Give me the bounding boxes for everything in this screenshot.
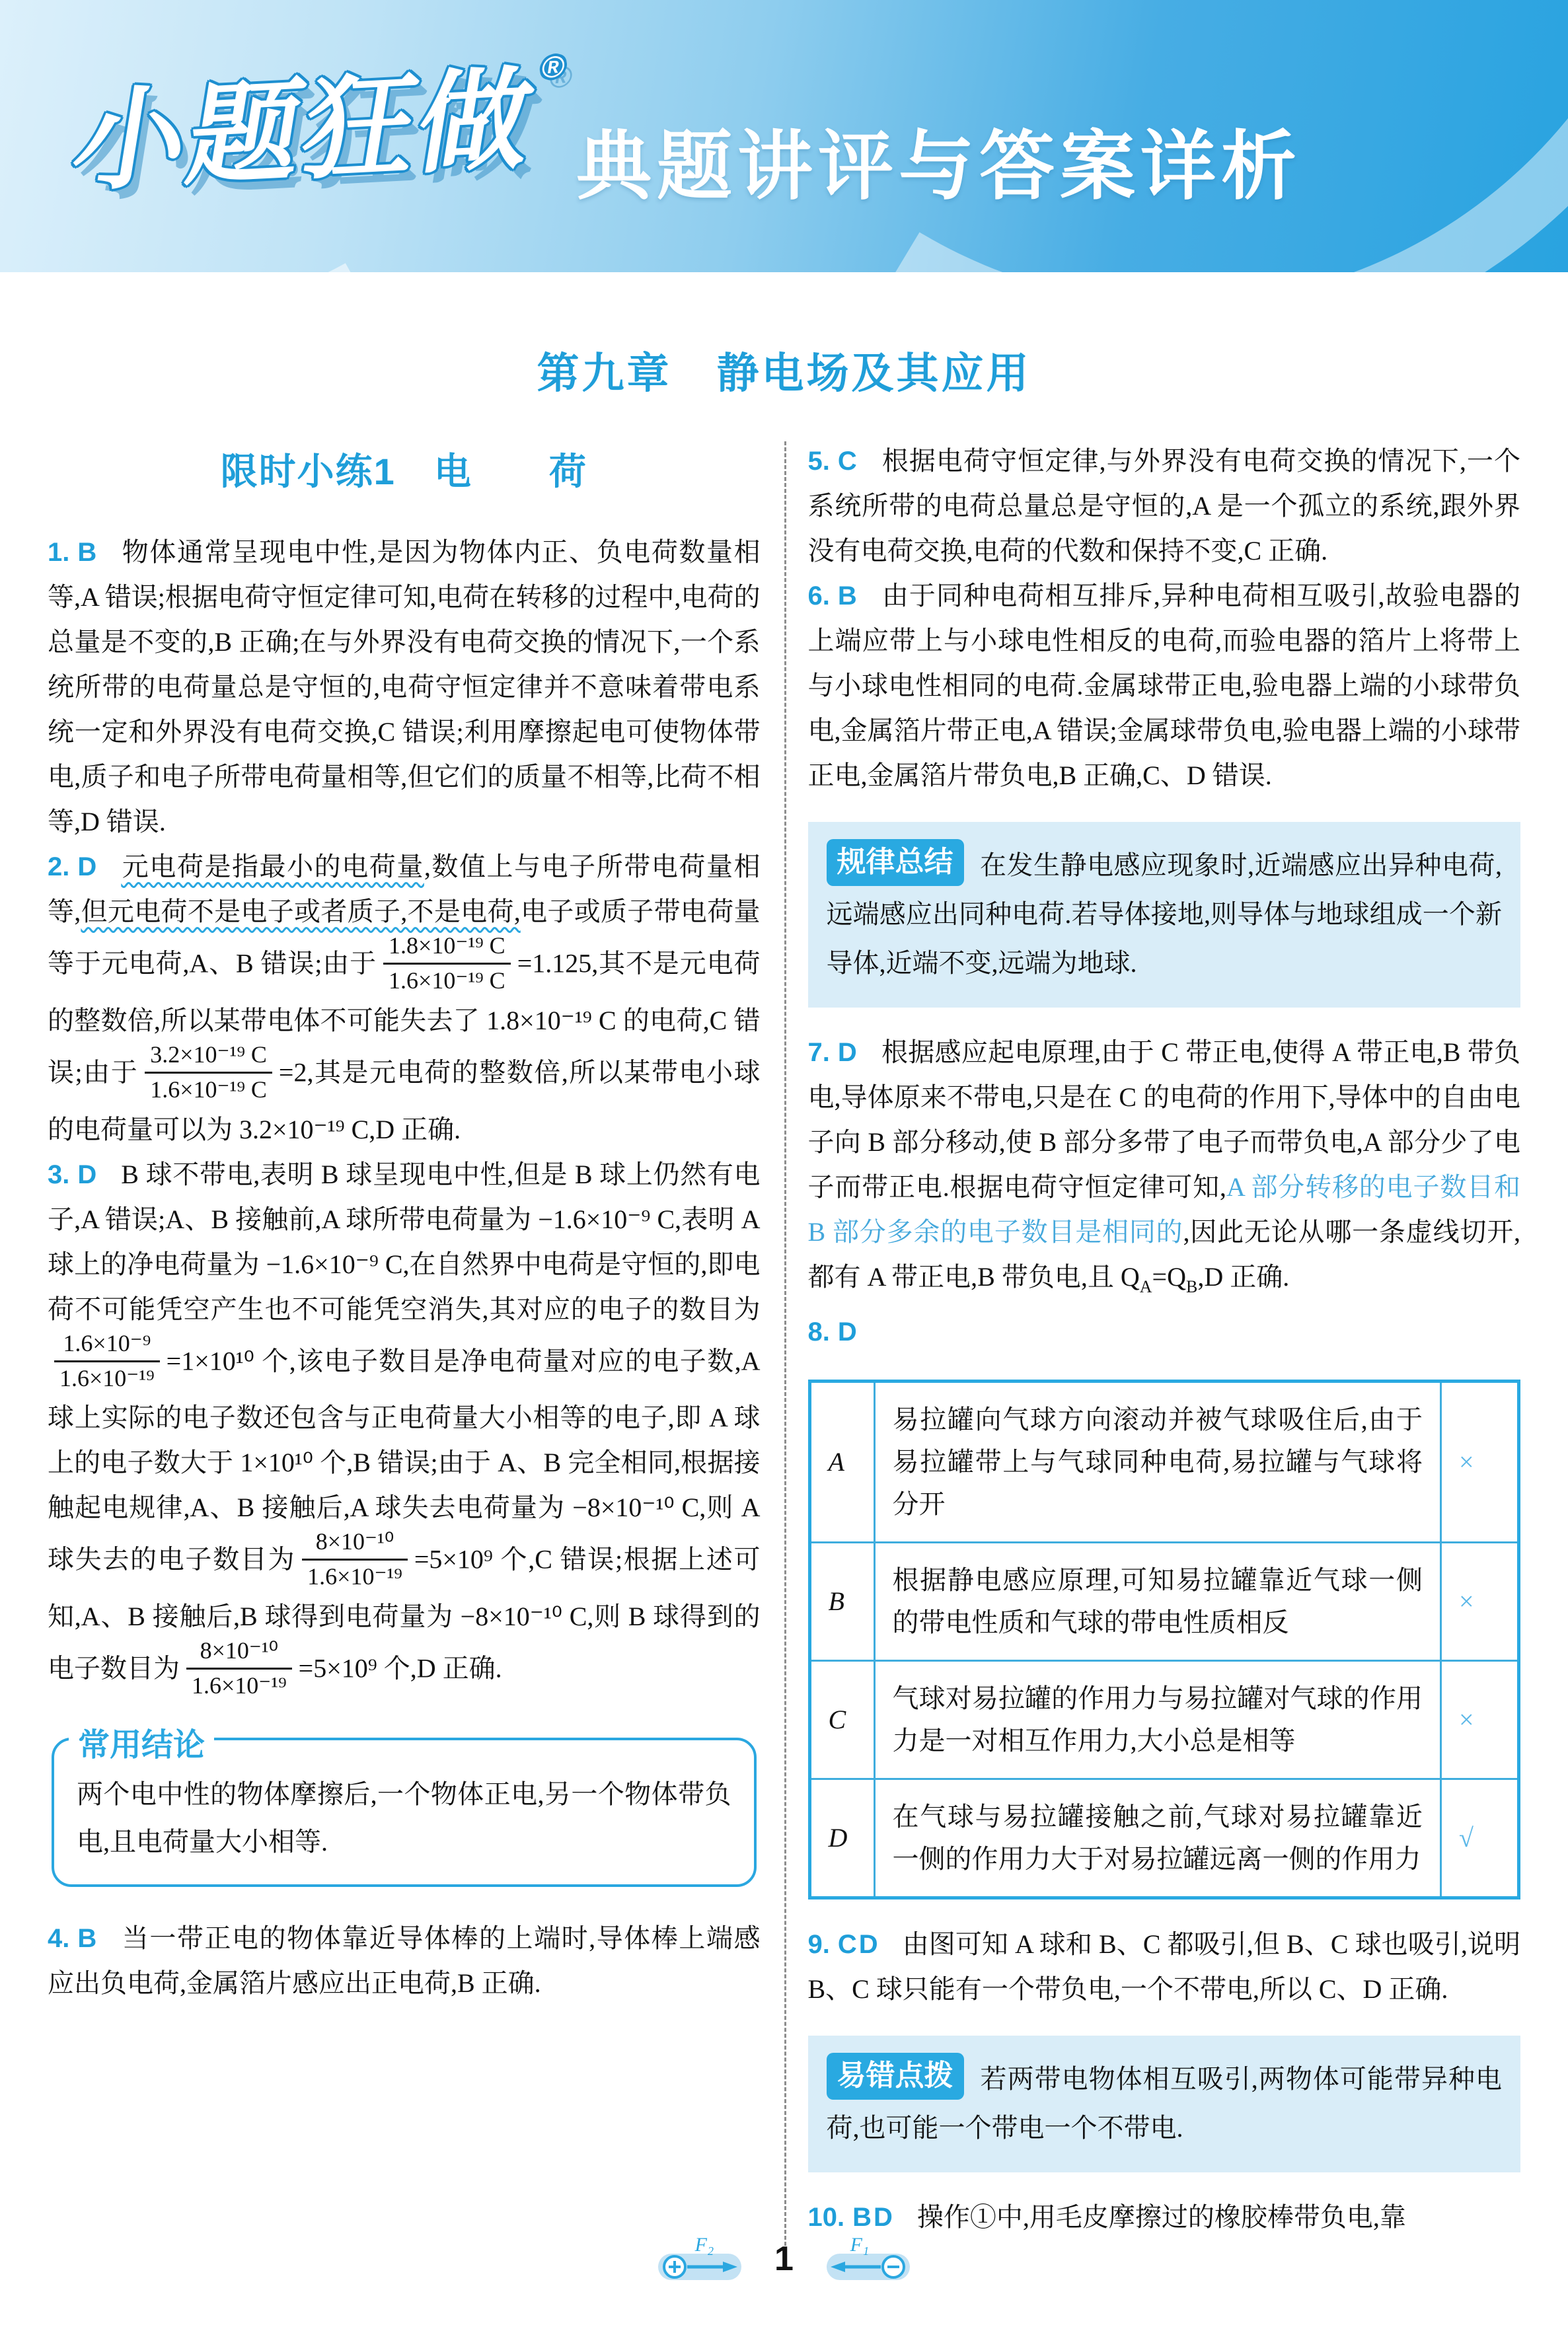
fraction-numerator: 3.2×10⁻¹⁹ C bbox=[145, 1041, 272, 1074]
answer-letter: BD bbox=[852, 2203, 895, 2232]
right-column bbox=[808, 439, 1521, 2252]
option-explanation-cell: 根据静电感应原理,可知易拉罐靠近气球一侧的带电性质和气球的带电性质相反 bbox=[874, 1543, 1441, 1661]
error-prone-badge: 易错点拨 bbox=[827, 2053, 964, 2100]
answer-item-2 bbox=[48, 844, 761, 1152]
question-number: 9. bbox=[807, 1930, 830, 1959]
rule-summary-box bbox=[808, 822, 1521, 1008]
option-explanation-cell: 易拉罐向气球方向滚动并被气球吸住后,由于易拉罐带上与气球同种电荷,易拉罐与气球将分开 bbox=[874, 1382, 1441, 1543]
fraction-numerator: 1.6×10⁻⁹ bbox=[54, 1329, 160, 1362]
explanation-text: 物体通常呈现电中性,是因为物体内正、负电荷数量相等,A 错误;根据电荷守恒定律可知,电荷在转移的过程中,电荷的总量是不变的,B 正确;在与外界没有电荷交换的情况下,一个系统所带的电荷量总是守恒的,电荷守恒定律并不意味着带电系统一定和外界没有电荷交换,C 错误;利用摩擦起电可使物体带电,质子和电子所带电荷量相等,但它们的质量不相等,比荷不相等,D 错误. bbox=[48, 537, 761, 836]
conclusion-box-text: 两个电中性的物体摩擦后,一个物体正电,另一个物体带负电,且电荷量大小相等. bbox=[77, 1779, 731, 1857]
answer-letter: C bbox=[837, 447, 859, 476]
explanation-text: 操作①中,用毛皮摩擦过的橡胶棒带负电,靠 bbox=[916, 2202, 1406, 2232]
option-cell: C bbox=[809, 1661, 874, 1779]
brand-logo-text: 小题狂做 bbox=[65, 57, 544, 205]
answer-item-7 bbox=[808, 1030, 1521, 1310]
page-header bbox=[0, 0, 1568, 272]
fraction-denominator: 1.6×10⁻¹⁹ bbox=[307, 1563, 402, 1590]
question-number: 6. bbox=[807, 581, 830, 610]
error-prone-text: 若两带电物体相互吸引,两物体可能带异种电荷,也可能一个带电一个不带电. bbox=[826, 2064, 1502, 2143]
rule-summary-badge: 规律总结 bbox=[827, 839, 964, 886]
explanation-text: 根据电荷守恒定律,与外界没有电荷交换的情况下,一个系统所带的电荷总量总是守恒的,A 是一个孤立的系统,跟外界没有电荷交换,电荷的代数和保持不变,C 正确. bbox=[807, 446, 1520, 566]
table-row bbox=[809, 1543, 1519, 1661]
fraction bbox=[383, 932, 511, 996]
left-column bbox=[48, 439, 761, 2252]
answer-item-4 bbox=[48, 1916, 761, 2006]
answer-letter: D bbox=[77, 852, 99, 881]
highlighted-text: A 部分转移的电子数目和 B 部分多余的电子数目是相同的 bbox=[807, 1172, 1521, 1247]
question-number: 7. bbox=[807, 1038, 830, 1067]
fraction bbox=[302, 1528, 408, 1592]
question-number: 4. bbox=[48, 1924, 70, 1954]
answer-letter: B bbox=[77, 538, 99, 567]
judgement-mark-cell: × bbox=[1441, 1382, 1519, 1543]
answer-item-1 bbox=[48, 530, 761, 844]
page-number: 1 bbox=[774, 2240, 794, 2278]
fraction bbox=[186, 1637, 292, 1701]
explanation-text: =1×10¹⁰ 个,该电子数目是净电荷量对应的电子数,A 球上实际的电子数还包含与正电荷量大小相等的电子,即 A 球上的电子数大于 1×10¹⁰ 个,B 错误;由于 A、B 完全相同,根据接触起电规律,A、B 接触后,A 球失去电荷量为 −8×10⁻¹⁰ C,则 A 球失去的电子数目为 bbox=[48, 1346, 761, 1575]
question-number: 3. bbox=[48, 1160, 70, 1189]
explanation-text: =5×10⁹ 个,C 错误;根据上述可知,A、B 接触后,B 球得到电荷量为 −8×10⁻¹⁰ C,则 B 球得到的电子数目为 bbox=[48, 1545, 761, 1683]
judgement-mark-cell: × bbox=[1441, 1661, 1519, 1779]
explanation-text: =Q bbox=[1152, 1262, 1186, 1292]
explanation-text: ,数值上与电子所带电荷量相等, bbox=[48, 852, 761, 926]
brand-logo bbox=[65, 49, 568, 205]
fraction-denominator: 1.6×10⁻¹⁹ bbox=[192, 1672, 287, 1699]
fraction bbox=[145, 1041, 272, 1105]
key-point-wavy-text: 但元电荷不是电子或者质子,不是电荷, bbox=[81, 897, 521, 926]
explanation-text: 当一带正电的物体靠近导体棒的上端时,导体棒上端感应出负电荷,金属箔片感应出正电荷,B 正确. bbox=[48, 1923, 761, 1999]
column-divider bbox=[784, 441, 786, 2246]
table-row bbox=[809, 1661, 1519, 1779]
explanation-text: 由于同种电荷相互排斥,异种电荷相互吸引,故验电器的上端应带上与小球电性相反的电荷,而验电器的箔片上将带上与小球电性相同的电荷.金属球带正电,验电器上端的小球带负电,金属箔片带正电,A 错误;金属球带负电,验电器上端的小球带正电,金属箔片带负电,B 正确,C、D 错误. bbox=[807, 581, 1520, 790]
negative-charge-force-icon bbox=[821, 2234, 915, 2284]
explanation-text: ,D 正确. bbox=[1197, 1262, 1290, 1292]
subscript: A bbox=[1139, 1277, 1152, 1296]
judgement-mark-cell: √ bbox=[1441, 1779, 1519, 1898]
chapter-title: 第九章 静电场及其应用 bbox=[537, 350, 1031, 397]
explanation-text: 由图可知 A 球和 B、C 都吸引,但 B、C 球也吸引,说明 B、C 球只能有一个带负电,一个不带电,所以 C、D 正确. bbox=[807, 1929, 1520, 2004]
question-number: 2. bbox=[48, 852, 70, 881]
two-column-content bbox=[0, 439, 1568, 2252]
fraction-denominator: 1.6×10⁻¹⁹ bbox=[59, 1364, 155, 1391]
answer-letter: B bbox=[837, 581, 859, 610]
answer-letter: D bbox=[837, 1038, 859, 1067]
explanation-text: =2,其是元电荷的整数倍,所以某带电小球的电荷量可以为 3.2×10⁻¹⁹ C,D 正确. bbox=[48, 1057, 761, 1144]
answer-letter: B bbox=[77, 1924, 99, 1954]
conclusion-box-title: 常用结论 bbox=[69, 1719, 214, 1765]
explanation-text: B 球不带电,表明 B 球呈现电中性,但是 B 球上仍然有电子,A 错误;A、B 接触前,A 球所带电荷量为 −1.6×10⁻⁹ C,表明 A 球上的净电荷量为 −1.6×10⁻⁹ C,在自然界中电荷是守恒的,即电荷不可能凭空产生也不可能凭空消失,其对应的电子的数目为 bbox=[48, 1159, 761, 1324]
conclusion-box bbox=[52, 1728, 757, 1887]
force-label: F₁ bbox=[850, 2234, 870, 2256]
subscript: B bbox=[1185, 1277, 1198, 1296]
option-cell: A bbox=[809, 1382, 874, 1543]
fraction-numerator: 8×10⁻¹⁰ bbox=[186, 1637, 292, 1670]
answer-item-9 bbox=[808, 1922, 1521, 2012]
page-footer bbox=[0, 2234, 1568, 2284]
fraction bbox=[54, 1329, 160, 1393]
header-title: 典题讲评与答案详析 bbox=[576, 125, 1302, 209]
error-prone-tip-box bbox=[808, 2036, 1521, 2172]
option-explanation-cell: 气球对易拉罐的作用力与易拉罐对气球的作用力是一对相互作用力,大小总是相等 bbox=[874, 1661, 1441, 1779]
question-number: 10. bbox=[807, 2203, 845, 2232]
fraction-denominator: 1.6×10⁻¹⁹ C bbox=[389, 967, 505, 994]
question-number: 5. bbox=[807, 447, 830, 476]
question-number: 8. bbox=[807, 1317, 830, 1347]
force-label: F₂ bbox=[694, 2234, 714, 2256]
answer-letter: D bbox=[837, 1317, 859, 1347]
option-cell: D bbox=[809, 1779, 874, 1898]
positive-charge-force-icon bbox=[653, 2234, 747, 2284]
fraction-denominator: 1.6×10⁻¹⁹ C bbox=[150, 1076, 267, 1103]
explanation-text: =1.125,其不是元电荷的整数倍,所以某带电体不可能失去了 1.8×10⁻¹⁹ C 的电荷,C 错误;由于 bbox=[48, 948, 761, 1088]
explanation-text: 根据感应起电原理,由于 C 带正电,使得 A 带正电,B 带负电,导体原来不带电,只是在 C 的电荷的作用下,导体中的自由电子向 B 部分移动,使 B 部分多带了电子而带负电,A 部分少了电子而带正电.根据电荷守恒定律可知, bbox=[807, 1037, 1520, 1202]
fraction-numerator: 1.8×10⁻¹⁹ C bbox=[383, 932, 511, 965]
table-row bbox=[809, 1779, 1519, 1898]
explanation-text: ,因此无论从哪一条虚线切开,都有 A 带正电,B 带负电,且 Q bbox=[807, 1217, 1521, 1292]
answer-letter: CD bbox=[837, 1930, 880, 1959]
section-title: 限时小练1 电 荷 bbox=[220, 451, 587, 492]
explanation-text: =5×10⁹ 个,D 正确. bbox=[298, 1653, 502, 1683]
option-cell: B bbox=[809, 1543, 874, 1661]
answer-letter: D bbox=[77, 1160, 99, 1189]
registered-trademark-icon: ® bbox=[539, 49, 568, 85]
key-point-wavy-text: 元电荷是指最小的电荷量 bbox=[121, 852, 424, 881]
fraction-numerator: 8×10⁻¹⁰ bbox=[302, 1528, 408, 1561]
answer-item-10 bbox=[808, 2195, 1521, 2240]
rule-summary-text: 在发生静电感应现象时,近端感应出异种电荷,远端感应出同种电荷.若导体接地,则导体与地球组成一个新导体,近端不变,远端为地球. bbox=[826, 850, 1502, 978]
table-row bbox=[809, 1382, 1519, 1543]
answer-item-3 bbox=[48, 1152, 761, 1703]
judgement-mark-cell: × bbox=[1441, 1543, 1519, 1661]
question-number: 1. bbox=[48, 538, 70, 567]
explanation-text: 电子或质子带电荷量等于元电荷,A、B 错误;由于 bbox=[48, 897, 761, 978]
answer-item-8 bbox=[808, 1310, 1521, 1354]
option-explanation-cell: 在气球与易拉罐接触之前,气球对易拉罐靠近一侧的作用力大于对易拉罐远离一侧的作用力 bbox=[874, 1779, 1441, 1898]
answer-item-6 bbox=[808, 573, 1521, 798]
option-judgement-table bbox=[808, 1380, 1521, 1900]
answer-item-5 bbox=[808, 439, 1521, 573]
